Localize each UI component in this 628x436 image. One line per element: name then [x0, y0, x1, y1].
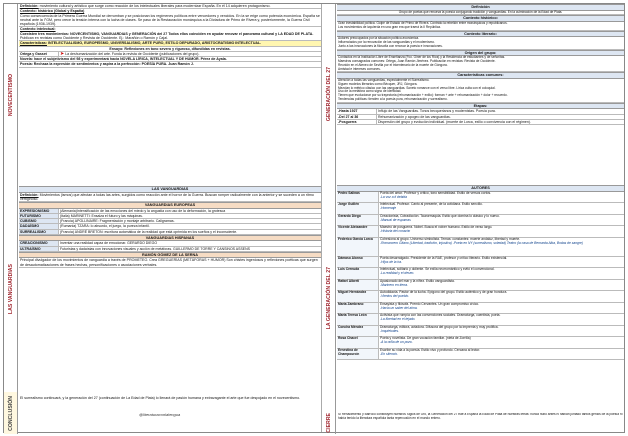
- g27-origin-list: [337, 56, 624, 72]
- author-info: Poeta del amor. Profesor y crítico, tono sensibilidad. Estilo de versos cortos. -La voz a ti debida: [379, 192, 624, 204]
- authors-section: [337, 185, 624, 360]
- list-item: Uso de la metáfora como signo de identidad.: [338, 89, 402, 94]
- list-item: Maestros consagrados comunes: Ortega, Juan Ramón Jiménez. Publicación en revistas: Revista de Occidente.: [338, 58, 496, 63]
- vanguardias-title: LAS VANGUARDIAS: [19, 186, 321, 193]
- g27-literary-list: [337, 37, 624, 49]
- list-item: Mezclan lo métrico clásico con las vanguardias. Soneto romance con el verso libre. Lírica culta con el coloquial.: [338, 85, 496, 90]
- hispanic-vanguards-title: VANGUARDIAS HISPANAS: [19, 235, 321, 242]
- sidebar-generacion27: GENERACIÓN DEL 27: [322, 4, 336, 184]
- right-column: [322, 4, 624, 432]
- ortega-row: Ortega y Gasset ➤ La deshumanización del arte. Funda la revista de Occidente (publicaciones del grupo).: [19, 52, 321, 57]
- author-info: Poeta y novelista. De gran vocación familiar. (nieta de Zorrilla) -A la orilla de un pozo.: [379, 337, 624, 349]
- characteristics-block: Características: INTELECTUALISMO, EUROPEÍSMO, UNIVERSALISMO, ARTE PURO, ESTILO DEPURADO, ARISTOCRATISMO INTELECTUAL.: [19, 41, 321, 46]
- author-credit: @literaturaconlalengua: [139, 412, 181, 417]
- author-info: Dramaturga, editora, aviadora. Difusora del grupo por la imprenta y muy prolífica. -Inquietudes.: [379, 326, 624, 338]
- closing-text: Si Renacimiento y Barroco constituyen nuestros Siglos de Oro, la Generación del 27 trae a España la Edad de Plata de nuestras letras: nunca hubo antes ni habían juntado tantos genios de la poesía ni había tenido la literatura española tanta repercusión en el mundo entero.: [338, 413, 623, 420]
- list-item: Reunión en el Ateneo de Sevilla por el tricentenario de la muerte de Góngora.: [338, 62, 448, 67]
- g27-definition-title: Definición: [337, 4, 624, 11]
- author-info: Maestro de posguerra. Nobel. Busca el volver humano. Estilo de verso largo. -Historia del corazón: [379, 226, 624, 238]
- conclusion-section: [19, 396, 321, 417]
- list-item: Amistad e intereses comunes.: [338, 66, 381, 71]
- author-info: Poeta desarraigado. Presidente de la RAE, profesor y crítico literario. Estilo existencial. -Hijos de la ira.: [379, 257, 624, 269]
- list-item: Atención a todas las vanguardias, especialmente el Surrealismo.: [338, 77, 430, 82]
- list-item: Tienen que evolucionar por su trayectoria (rehumanización + exilio): forman + arte + rehumanización + dolor + recuerdo.: [338, 93, 508, 98]
- g27-historical-title: Contexto histórico:: [337, 15, 624, 22]
- list-item: Influenciados por la renovación de las vanguardias y el modernismo.: [338, 39, 435, 44]
- list-item: Siguen modelos literarios como Bécquer, JRJ, Góngora.: [338, 81, 418, 86]
- author-name: Pedro Salinas: [337, 192, 379, 204]
- g27-literary-title: Contexto literario:: [337, 31, 624, 38]
- author-name: Rosa Chacel: [337, 337, 379, 349]
- novel-block: Novela: hace el subjetivismo del 98 y experimentará hacia NOVELA LÍRICA, INTELECTUAL Y DE HUMOR. Pérez de Ayala.: [19, 57, 321, 62]
- author-name: Luis Cernuda: [337, 268, 379, 280]
- ramon-description: Principal divulgador de los movimientos de vanguardia a través de PROMETEO. Crea GREGUERÍAS (METÁFORAS + HUMOR) Son chistes ingeniosos y reflexiones poéticas que surgen de desautomatizaciones de frases hechas, personificaciones o asociaciones verbales.: [19, 258, 321, 268]
- g27-stages-table: -Hasta 1927 Influjo de las Vanguardias. Tonos becquerianos y modernistas. Poesía pura. -Del 27 al 36 Rehumanización y apogeo de las vanguardias. -Posguerra Dispersión del grupo y evolución individual. (muerte de Lorca, exilio o convivencia con el régimen).: [337, 109, 624, 125]
- list-item: Junto a las innovaciones la filosofía con renovar la poesía e innovaciones.: [338, 43, 443, 48]
- author-info: Intelectual. Profesor. Canto al presente, de la cotidiana. Estilo sencillo. -Homenaje: [379, 203, 624, 215]
- author-name: Rafael Alberti: [337, 280, 379, 292]
- essay-heading: Ensayo: Reflexiones en tono severo y riguroso, difundidas en revistas.: [19, 47, 321, 52]
- g27-characteristics-title: Características comunes:: [337, 72, 624, 79]
- list-item: Contactos en la Institución Libre de Enseñanza (Fco. Giner de los Ríos) y la Residencia de estudiantes y de señoritas.: [338, 55, 506, 60]
- author-name: Federico García Lorca: [337, 238, 379, 257]
- definition-block: Definición: movimiento cultural y artístico que surge como reacción de los intelectuales liberales para modernizar España. En él 14 adquieren protagonismo.: [19, 4, 321, 9]
- european-vanguards-title: VANGUARDIAS EUROPEAS: [19, 202, 321, 209]
- sidebar-generacion27-authors: LA GENERACIÓN DEL 27: [322, 184, 336, 412]
- closing-section: [337, 413, 624, 432]
- author-name: Vicente Aleixandre: [337, 226, 379, 238]
- g27-characteristics-list: [337, 79, 624, 103]
- authors-table: [337, 192, 624, 361]
- sidebar-cierre: CIERRE: [322, 412, 336, 434]
- poetry-block: Poesía: Rechaza la expresión de sentimientos y aspira a la perfección: POESÍA PURA. Juan Ramón J.: [19, 62, 321, 67]
- vanguardias-definition: Definición: Movimientos (ismos) que afectan a todas las artes, surgidos como reacción ante el horror de la Guerra. Buscan romper radicalmente con la anterior y se suceden a un ritmo vertiginoso.: [19, 193, 321, 203]
- authors-title: AUTORES: [337, 185, 624, 192]
- historical-context-block: Contexto: histórico (Global y España) Como consecuencia de la Primera Guerra Mundial se derrumban y se posicionan los regímenes políticos entre vencedores y vencidos. En la se erige como potencia económica. España se neutral ante la I°GM, pero crece la tensión interna con la lucha de clases. Se paso de la Restauración monárquica a la Dictadura de Primo de Rivera y, posteriormente, la Guerra Civil española (1936-1939).: [20, 9, 320, 27]
- left-column: [4, 4, 322, 432]
- list-item: Autores preocupados por la situación político-económica.: [338, 36, 419, 41]
- g27-definition-text: Grupo de poetas que renueva la poesía conjugando tradición y vanguardias. En la culminación de la Edad de Plata.: [337, 11, 624, 16]
- intellectual-context-block: Contexto intelectual: Coexisten tres movimientos: NOVECENTISMO, VANGUARDIAS y GENERACIÓN del 27 Todos ellos coinciden en ayudar renovar el panorama cultural y LA EDAD DE PLATA. Publican en revistas como Occidente y Revista de Occidente. Ej.: Marañón o Ramón y Cajal.: [19, 27, 321, 41]
- ramon-title: RAMÓN GÓMEZ DE LA SERNA: [19, 252, 321, 259]
- author-name: María Teresa León: [337, 314, 379, 326]
- list-item: Gran inestabilidad política. Golpe de Estado de Primo de Rivera. Contrato la rebelión entre monárquicos y republicanos.: [338, 20, 508, 25]
- author-info: Creacionista, Cotradicción. Taurormaquia. Estilo que domina lo clásico y lo nuevo. -Manual de espumas: [379, 215, 624, 227]
- author-name: Miguel Hernández: [337, 291, 379, 303]
- author-info: Escribe su vida a la poesía. Estilo vivo y profundo. Cercana al lector. -En silencio.: [379, 349, 624, 361]
- sidebar-conclusion: CONCLUSIÓN: [4, 392, 18, 434]
- generation27-section: [337, 4, 624, 125]
- author-name: María Zambrano: [337, 303, 379, 315]
- novecentismo-section: [19, 4, 321, 68]
- author-info: Autodidacta. Pastor de la lucha. Epígono del grupo. Estilo auténtico y de gran hondura. -Vientos del pueblo.: [379, 291, 624, 303]
- author-name: Gerardo Diego: [337, 215, 379, 227]
- author-info: Activista que rompía con las convenciones sociales. Dramaturga, cuentista, poeta. -La libertad en el tejado.: [379, 314, 624, 326]
- author-info: Cohesiona al grupo. Universo simbolista. Temas: constantes: muerte andaluz, libertad y muerte. -Romancero Gitano (Libertad, tradición, injustica) -Poeta en NY (surrealismo, soledad) Teatro (la casa de Bernarda Alba, Bodas de sangre): [379, 238, 624, 257]
- author-name: Ernestina de Champourcín: [337, 349, 379, 361]
- sidebar-novecentismo: NOVECENTISMO: [4, 4, 18, 186]
- sidebar-vanguardias: LAS VANGUARDIAS: [4, 186, 18, 392]
- european-vanguards-table: EXPRESIONISMO (Alemania)Intensificación de las emociones del miedo y la angustia con uso de la deformación, la grotesca FUTURISMO (Italia) MARINETTI: Ensalza el futuro y las máquinas. CUBISMO (Francia) APOLLINAIRE: Fragmentación y montaje arbitrario. Caligramas. DADAÍSMO (Rumania) TZARA: lo absurdo, el juego, la pureza infantil. SURREALISMO (Francia) ANDRÉ BRETON: escritura automática de la realidad que está oprimida en los sueños y el inconsciente.: [19, 209, 321, 235]
- author-info: Intelectual, solitario y doliente. Se exilia neorromántico y evitó el convencional. -La realidad y el deseo.: [379, 268, 624, 280]
- conclusion-text: El surrealismo continuará, y la generación del 27 (continuación de La Edad de Plata) lo llenará de pasión humana y extravagante el arte que fue despojado en el novecentismo.: [20, 396, 301, 400]
- bullet-arrow-icon: ➤: [60, 50, 65, 57]
- author-name: Jorge Guillén: [337, 203, 379, 215]
- list-item: Los movimientos de izquierda en una gran era que traerá la II República.: [338, 24, 441, 29]
- author-info: Ensayista y filósofa. Premio Cervantes. Un gran compromiso cívico. -Hacia un saber del alma.: [379, 303, 624, 315]
- vanguardias-section: [19, 186, 321, 268]
- author-name: Dámaso Alonso: [337, 257, 379, 269]
- cheat-sheet-document: [3, 3, 625, 433]
- g27-stages-title: Etapas:: [337, 103, 624, 110]
- list-item: Tendencias políticas: tienden a la poesía pura, rehumanización y surrealismo.: [338, 96, 448, 101]
- g27-origin-title: Origen del grupo:: [337, 50, 624, 57]
- g27-historical-list: [337, 22, 624, 31]
- author-name: Concha Méndez: [337, 326, 379, 338]
- hispanic-vanguards-table: CREACIONISMO Inventar una realidad capaz de emocionar. GERARDO DIEGO ULTRAÍSMO Futuristas y dadaístas con innovaciones visuales y acción de metáforas. GUILLERMO DE TORRE Y CANSINOS ASSENS: [19, 241, 321, 251]
- author-info: Apasionado del mar y la niñez. Estilo vanguardista. -Marinero en tierra.: [379, 280, 624, 292]
